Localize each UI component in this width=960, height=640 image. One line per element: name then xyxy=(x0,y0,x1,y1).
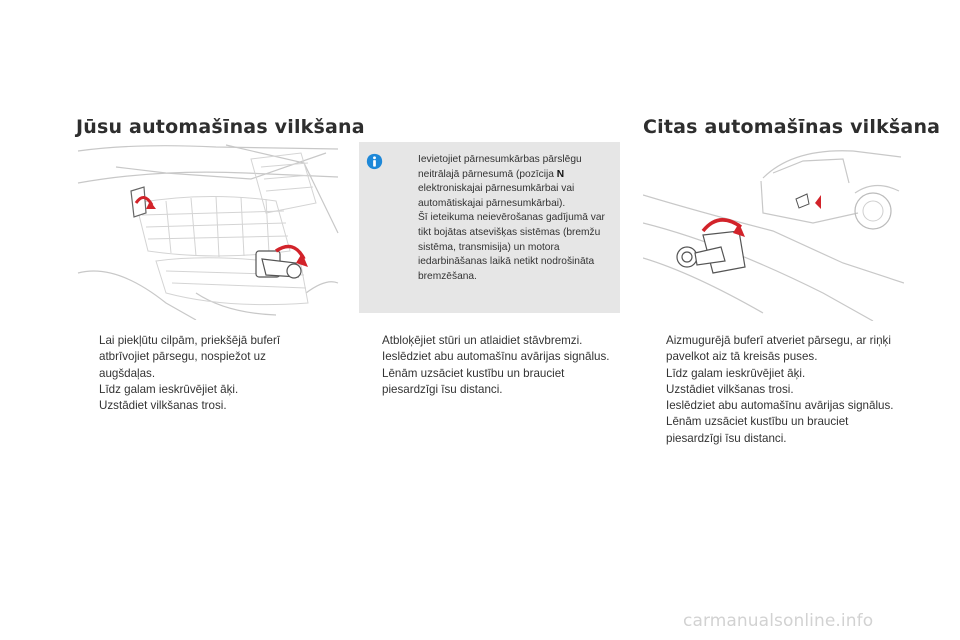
own-vehicle-steps xyxy=(76,333,306,414)
section-heading-own-vehicle: Jūsu automašīnas vilkšana xyxy=(76,115,365,138)
watermark: carmanualsonline.info xyxy=(683,611,874,631)
step-text: Ieslēdziet abu automašīnu avārijas signālus. xyxy=(666,399,894,413)
list-item xyxy=(359,366,621,399)
list-item xyxy=(76,382,306,398)
towing-steps xyxy=(359,333,621,398)
step-text: Līdz galam ieskrūvējiet āķi. xyxy=(99,382,239,396)
list-item xyxy=(76,333,306,382)
step-text: Lēnām uzsāciet kustību un brauciet piesardzīgi īsu distanci. xyxy=(382,366,565,396)
step-text: Aizmugurējā buferī atveriet pārsegu, ar riņķi pavelkot aiz tā kreisās puses. xyxy=(666,334,891,364)
section-heading-other-vehicle: Citas automašīnas vilkšana xyxy=(643,115,941,138)
step-text: Uzstādiet vilkšanas trosi. xyxy=(666,382,794,396)
list-item xyxy=(643,382,903,398)
step-text: Līdz galam ieskrūvējiet āķi. xyxy=(666,366,806,380)
info-text xyxy=(418,153,616,284)
other-vehicle-steps xyxy=(643,333,903,447)
step-text: Uzstādiet vilkšanas trosi. xyxy=(99,399,227,413)
info-instruction: Ievietojiet pārnesumkārbas pārslēgu neitrālajā pārnesumā (pozīcija xyxy=(418,154,582,180)
list-item xyxy=(359,333,621,349)
info-notice-box xyxy=(359,142,620,313)
info-warning: Šī ieteikuma neievērošanas gadījumā var tikt bojātas atsevišķas sistēmas (bremžu sistēma, transmisija) un motora iedarbināšanas laikā netikt nodrošināta bremzēšana. xyxy=(418,212,605,282)
list-item xyxy=(643,333,903,366)
step-text: Lai piekļūtu cilpām, priekšējā buferī atbrīvojiet pārsegu, nospiežot uz augšdaļas. xyxy=(99,334,281,380)
rear-tow-hook-illustration xyxy=(643,143,904,321)
list-item xyxy=(76,398,306,414)
step-text: Lēnām uzsāciet kustību un brauciet piesardzīgi īsu distanci. xyxy=(666,415,849,445)
info-icon xyxy=(366,153,383,170)
list-item xyxy=(643,414,903,447)
front-bumper-illustration xyxy=(76,143,340,320)
list-item xyxy=(359,349,621,365)
step-text: Ieslēdziet abu automašīnu avārijas signālus. xyxy=(382,350,610,364)
list-item xyxy=(643,398,903,414)
gear-position-label: N xyxy=(556,168,565,180)
list-item xyxy=(643,366,903,382)
info-instruction-end: elektroniskajai pārnesumkārbai vai automātiskajai pārnesumkārbai). xyxy=(418,183,575,209)
step-text: Atbloķējiet stūri un atlaidiet stāvbremzi. xyxy=(382,334,583,347)
